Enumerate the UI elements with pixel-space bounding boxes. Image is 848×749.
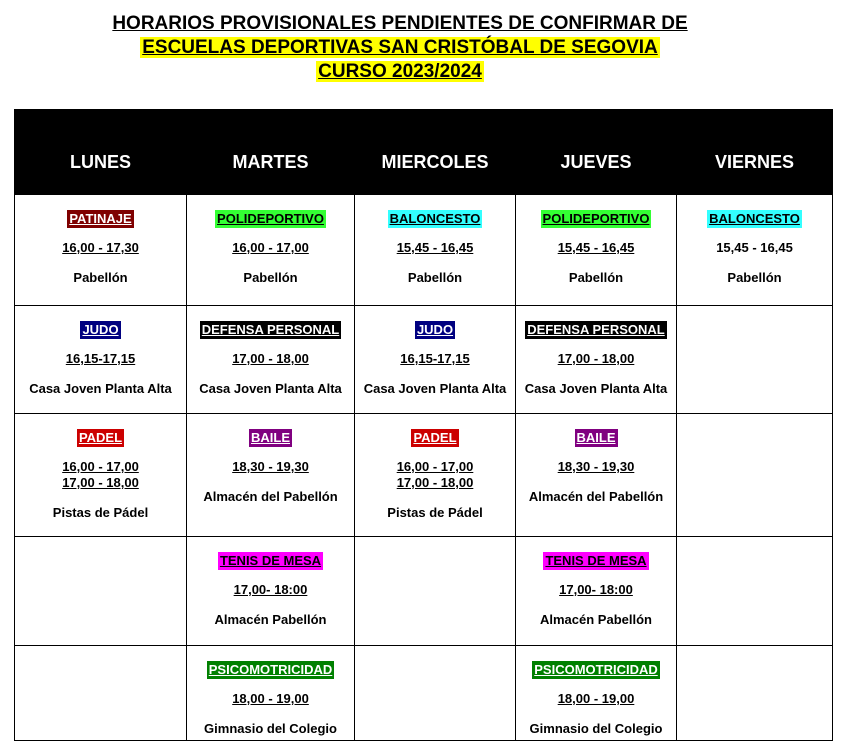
title-line-1: HORARIOS PROVISIONALES PENDIENTES DE CONFIRMAR DE	[112, 13, 688, 34]
schedule-cell-jueves	[516, 306, 677, 414]
schedule-cell-jueves	[516, 195, 677, 306]
venue-label: Casa Joven Planta Alta	[199, 381, 342, 396]
activity-label: POLIDEPORTIVO	[217, 211, 324, 226]
schedule-cell-lunes	[15, 195, 187, 306]
schedule-cell-martes	[187, 195, 355, 306]
time-slot: 17,00 - 18,00	[557, 351, 635, 366]
schedule-cell-miercoles	[355, 537, 516, 646]
venue-label: Casa Joven Planta Alta	[29, 381, 172, 396]
schedule-row	[15, 414, 833, 537]
schedule-cell-martes	[187, 306, 355, 414]
venue-label: Almacén del Pabellón	[528, 489, 664, 504]
venue-label: Pabellón	[568, 270, 624, 285]
venue-label: Casa Joven Planta Alta	[524, 381, 668, 396]
venue-label: Gimnasio del Colegio	[529, 721, 663, 736]
venue-label: Casa Joven Planta Alta	[363, 381, 507, 396]
day-header-miercoles: MIERCOLES	[355, 110, 516, 195]
time-slot: 17,00 - 18,00	[232, 351, 309, 366]
schedule-cell-martes	[187, 414, 355, 537]
schedule-cell-jueves	[516, 646, 677, 741]
schedule-row	[15, 195, 833, 306]
day-header-lunes: LUNES	[15, 110, 187, 195]
schedule-cell-viernes	[677, 195, 833, 306]
venue-label: Almacén Pabellón	[214, 612, 327, 627]
venue-label: Pabellón	[407, 270, 463, 285]
time-slot: 16,00 - 17,00	[62, 459, 139, 474]
schedule-cell-martes	[187, 646, 355, 741]
time-slot: 16,00 - 17,00	[396, 459, 474, 474]
weekday-header-row	[15, 110, 833, 195]
time-slot: 18,00 - 19,00	[232, 691, 309, 706]
time-slot: 17,00- 18:00	[559, 582, 633, 597]
day-header-martes: MARTES	[187, 110, 355, 195]
activity-label: PSICOMOTRICIDAD	[534, 662, 658, 677]
schedule-row	[15, 537, 833, 646]
schedule-cell-martes	[187, 537, 355, 646]
time-slot-2: 17,00 - 18,00	[62, 475, 139, 490]
schedule-cell-jueves	[516, 537, 677, 646]
schedule-cell-viernes	[677, 646, 833, 741]
venue-label: Pistas de Pádel	[52, 505, 149, 520]
time-slot: 18,30 - 19,30	[557, 459, 635, 474]
venue-label: Almacén del Pabellón	[203, 489, 338, 504]
time-slot: 16,15-17,15	[400, 351, 470, 366]
schedule-cell-lunes	[15, 537, 187, 646]
activity-label: POLIDEPORTIVO	[542, 211, 650, 226]
schedule-row	[15, 306, 833, 414]
schedule-cell-lunes	[15, 646, 187, 741]
schedule-cell-lunes	[15, 306, 187, 414]
activity-label: BALONCESTO	[389, 211, 481, 226]
activity-label: PSICOMOTRICIDAD	[208, 662, 333, 677]
activity-label: PADEL	[413, 430, 457, 445]
day-header-jueves: JUEVES	[516, 110, 677, 195]
venue-label: Pabellón	[727, 270, 782, 285]
time-slot: 16,15-17,15	[65, 351, 136, 366]
schedule-cell-viernes	[677, 306, 833, 414]
activity-label: PATINAJE	[69, 211, 132, 226]
time-slot: 15,45 - 16,45	[557, 240, 635, 255]
title-line-2: ESCUELAS DEPORTIVAS SAN CRISTÓBAL DE SEGOVIA	[142, 37, 658, 58]
schedule-table	[14, 109, 833, 741]
schedule-cell-lunes	[15, 414, 187, 537]
activity-label: TENIS DE MESA	[219, 553, 322, 568]
activity-label: BAILE	[576, 430, 616, 445]
activity-label: TENIS DE MESA	[545, 553, 647, 568]
time-slot: 18,00 - 19,00	[557, 691, 635, 706]
schedule-cell-viernes	[677, 537, 833, 646]
time-slot: 16,00 - 17,00	[232, 240, 309, 255]
activity-label: DEFENSA PERSONAL	[201, 322, 340, 337]
time-slot: 15,45 - 16,45	[396, 240, 474, 255]
activity-label: BALONCESTO	[709, 211, 800, 226]
venue-label: Pistas de Pádel	[387, 505, 483, 520]
activity-label: JUDO	[82, 322, 119, 337]
document-title	[0, 12, 800, 84]
title-line-3: CURSO 2023/2024	[318, 61, 482, 82]
venue-label: Pabellón	[73, 270, 128, 285]
schedule-cell-miercoles	[355, 646, 516, 741]
time-slot: 17,00- 18:00	[233, 582, 308, 597]
day-header-viernes: VIERNES	[677, 110, 833, 195]
activity-label: PADEL	[78, 430, 123, 445]
schedule-cell-viernes	[677, 414, 833, 537]
time-slot-2: 17,00 - 18,00	[396, 475, 474, 490]
time-slot: 16,00 - 17,30	[62, 240, 139, 255]
schedule-cell-miercoles	[355, 414, 516, 537]
activity-label: DEFENSA PERSONAL	[527, 322, 665, 337]
time-slot: 18,30 - 19,30	[232, 459, 309, 474]
activity-label: JUDO	[416, 322, 454, 337]
schedule-cell-miercoles	[355, 195, 516, 306]
schedule-cell-jueves	[516, 414, 677, 537]
time-slot: 15,45 - 16,45	[716, 240, 793, 255]
activity-label: BAILE	[251, 430, 290, 445]
venue-label: Almacén Pabellón	[540, 612, 652, 627]
venue-label: Gimnasio del Colegio	[204, 721, 337, 736]
schedule-row	[15, 646, 833, 741]
venue-label: Pabellón	[243, 270, 298, 285]
schedule-cell-miercoles	[355, 306, 516, 414]
